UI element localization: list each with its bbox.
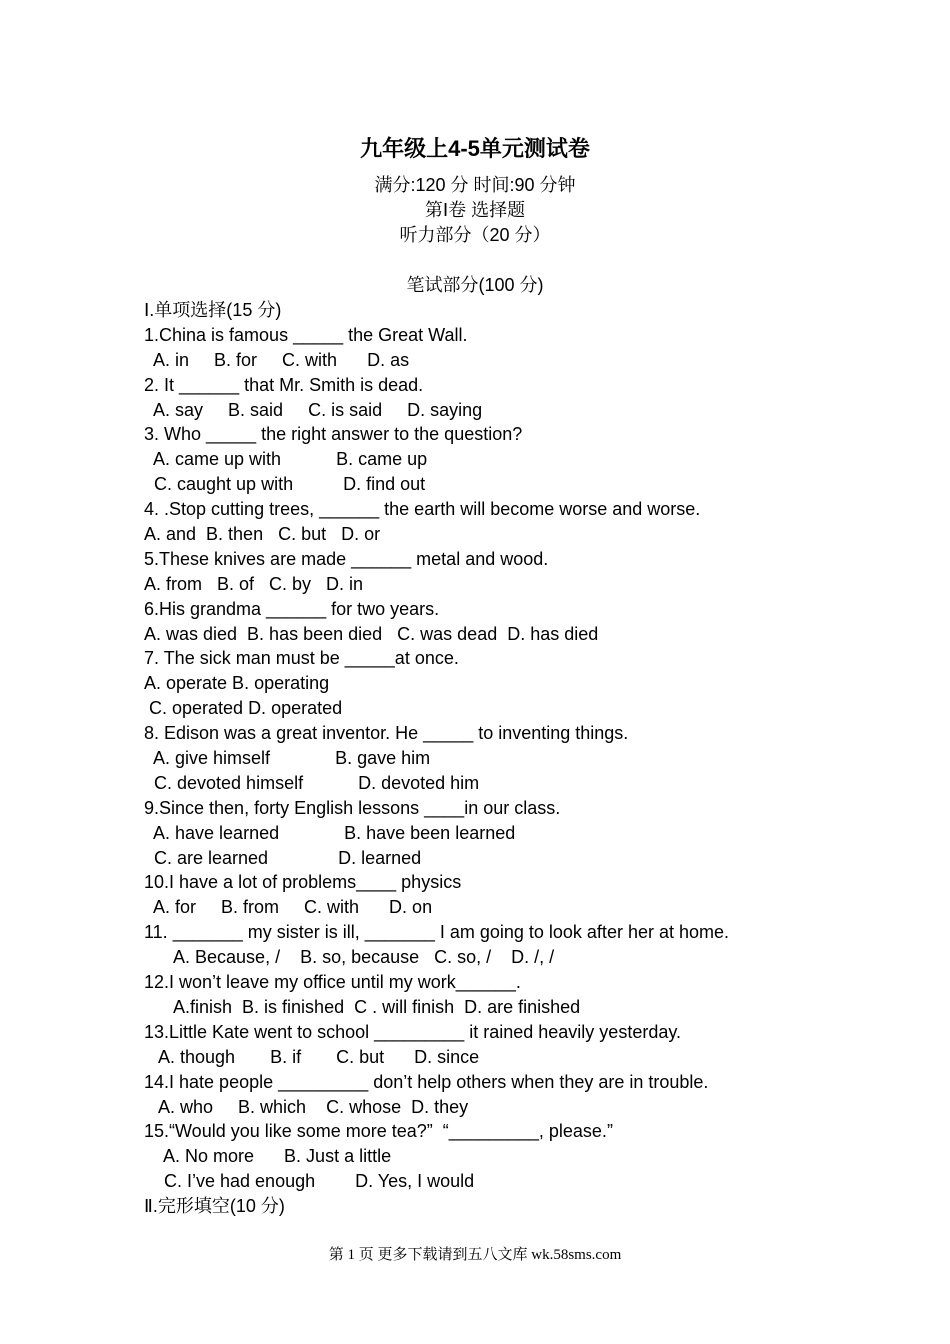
text-line: A. was died B. has been died C. was dead D. has died bbox=[144, 623, 599, 644]
text-line: A. have learned B. have been learned bbox=[144, 822, 516, 843]
text-line: C. operated D. operated bbox=[144, 698, 343, 719]
page-title: 九年级上4-5单元测试卷 bbox=[360, 136, 590, 161]
text-line: A. who B. which C. whose D. they bbox=[144, 1096, 469, 1117]
text-line: A. and B. then C. but D. or bbox=[144, 524, 381, 545]
text-line: A. give himself B. gave him bbox=[144, 748, 431, 769]
score-time-line: 满分:120 分 时间:90 分钟 bbox=[374, 175, 576, 195]
text-line: Ⅰ.单项选择(15 分) bbox=[144, 300, 282, 320]
text-line: 10.I have a lot of problems____ physics bbox=[144, 872, 462, 893]
text-line: Ⅱ.完形填空(10 分) bbox=[144, 1196, 285, 1217]
section-one-heading: 第Ⅰ卷 选择题 bbox=[424, 200, 526, 220]
text-line: A. came up with B. came up bbox=[144, 449, 428, 470]
text-line: 11. _______ my sister is ill, _______ I am going to look after her at home. bbox=[144, 922, 729, 943]
text-line: A. No more B. Just a little bbox=[144, 1146, 392, 1167]
text-line: 15.“Would you like some more tea?” “_________, please.” bbox=[144, 1121, 613, 1142]
text-line: A. operate B. operating bbox=[144, 673, 330, 694]
text-line: A. from B. of C. by D. in bbox=[144, 573, 364, 594]
text-line: A.finish B. is finished C . will finish D. are finished bbox=[144, 996, 581, 1017]
question-list bbox=[144, 298, 844, 1219]
text-line: 12.I won’t leave my office until my work______. bbox=[144, 972, 521, 993]
text-line: 2. It ______ that Mr. Smith is dead. bbox=[144, 374, 424, 395]
text-line: C. I’ve had enough D. Yes, I would bbox=[144, 1171, 475, 1192]
text-line: 13.Little Kate went to school _________ it rained heavily yesterday. bbox=[144, 1021, 682, 1042]
text-line: A. Because, / B. so, because C. so, / D. /, / bbox=[144, 947, 555, 968]
text-line: 1.China is famous _____ the Great Wall. bbox=[144, 324, 468, 345]
text-line: 4. .Stop cutting trees, ______ the earth will become worse and worse. bbox=[144, 499, 701, 520]
text-line: C. devoted himself D. devoted him bbox=[144, 772, 480, 793]
text-line: A. say B. said C. is said D. saying bbox=[144, 399, 483, 420]
page-footer: 第 1 页 更多下载请到五八文库 wk.58sms.com bbox=[328, 1247, 622, 1263]
text-line: 5.These knives are made ______ metal and wood. bbox=[144, 548, 549, 569]
text-line: C. are learned D. learned bbox=[144, 847, 422, 868]
text-line: 3. Who _____ the right answer to the question? bbox=[144, 424, 523, 445]
text-line: A. for B. from C. with D. on bbox=[144, 897, 433, 918]
text-line: 6.His grandma ______ for two years. bbox=[144, 598, 440, 619]
text-line: A. in B. for C. with D. as bbox=[144, 349, 410, 370]
written-heading: 笔试部分(100 分) bbox=[406, 275, 544, 295]
text-line: 8. Edison was a great inventor. He _____ to inventing things. bbox=[144, 723, 629, 744]
listening-heading: 听力部分（20 分） bbox=[399, 225, 551, 245]
text-line: 7. The sick man must be _____at once. bbox=[144, 648, 459, 669]
text-line: C. caught up with D. find out bbox=[144, 474, 426, 495]
text-line: 9.Since then, forty English lessons ____in our class. bbox=[144, 797, 561, 818]
text-line: 14.I hate people _________ don’t help others when they are in trouble. bbox=[144, 1071, 709, 1092]
text-line: A. though B. if C. but D. since bbox=[144, 1046, 480, 1067]
